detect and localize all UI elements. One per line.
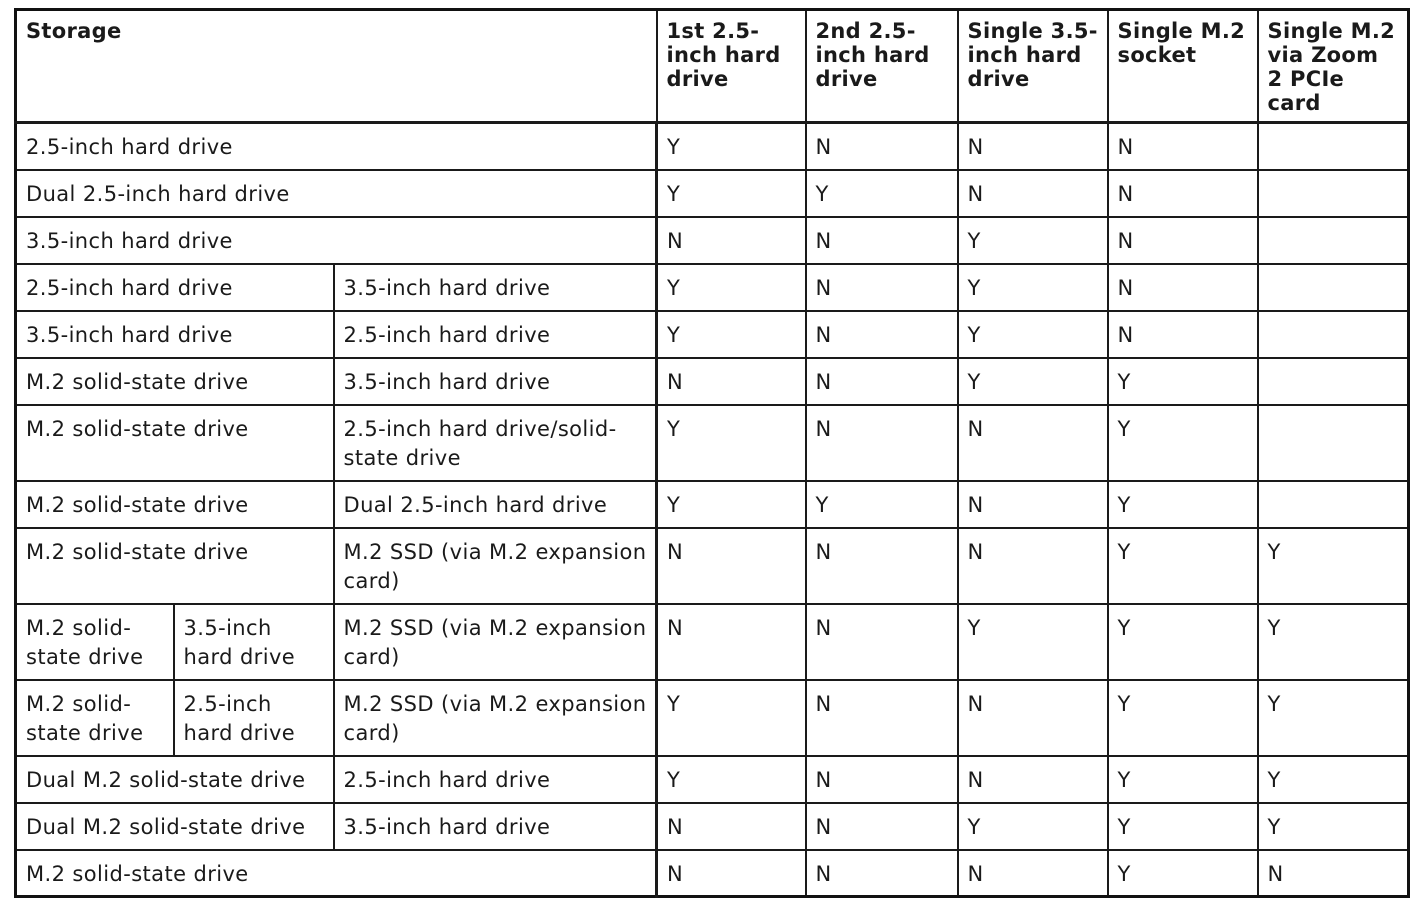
first-25-value: N [657,803,806,850]
single-m2-zoom-value [1258,264,1409,311]
single-m2-value: N [1108,170,1258,217]
second-25-value: N [806,850,958,897]
single-35-value: Y [958,264,1108,311]
table-row [16,217,1409,264]
single-35-value: N [958,481,1108,528]
single-m2-value: Y [1108,604,1258,680]
first-25-value: Y [657,170,806,217]
first-25-value: Y [657,123,806,170]
first-25-value: Y [657,680,806,756]
header-second-25-drive: 2nd 2.5-inch hard drive [806,10,958,123]
first-25-value: N [657,850,806,897]
table-row [16,311,1409,358]
second-25-value: Y [806,481,958,528]
single-35-value: N [958,756,1108,803]
primary-storage-cell: Dual M.2 solid-state drive [16,756,334,803]
first-25-value: N [657,358,806,405]
single-35-value: N [958,170,1108,217]
first-25-value: Y [657,264,806,311]
single-m2-value: Y [1108,680,1258,756]
single-m2-zoom-value [1258,481,1409,528]
second-25-value: N [806,217,958,264]
single-35-value: N [958,850,1108,897]
tertiary-storage-cell: 2.5-inch hard drive [174,680,334,756]
first-25-value: N [657,604,806,680]
primary-storage-cell: M.2 solid-state drive [16,528,334,604]
single-35-value: Y [958,803,1108,850]
primary-storage-cell: M.2 solid-state drive [16,604,174,680]
single-m2-zoom-value: N [1258,850,1409,897]
single-35-value: N [958,680,1108,756]
second-25-value: N [806,803,958,850]
table-row [16,803,1409,850]
single-m2-value: N [1108,123,1258,170]
table-row [16,264,1409,311]
single-35-value: N [958,528,1108,604]
single-m2-value: Y [1108,481,1258,528]
single-m2-zoom-value [1258,358,1409,405]
second-25-value: N [806,405,958,481]
primary-storage-cell: M.2 solid-state drive [16,680,174,756]
primary-storage-cell: 3.5-inch hard drive [16,311,334,358]
table-row [16,528,1409,604]
header-single-m2-zoom-card: Single M.2 via Zoom 2 PCIe card [1258,10,1409,123]
second-25-value: N [806,604,958,680]
header-first-25-drive: 1st 2.5-inch hard drive [657,10,806,123]
second-25-value: N [806,358,958,405]
table-row [16,481,1409,528]
single-m2-value: Y [1108,803,1258,850]
first-25-value: Y [657,405,806,481]
secondary-storage-cell: 3.5-inch hard drive [334,264,657,311]
header-row [16,10,1409,123]
single-35-value: Y [958,311,1108,358]
second-25-value: N [806,528,958,604]
single-m2-zoom-value [1258,170,1409,217]
single-m2-zoom-value: Y [1258,680,1409,756]
secondary-storage-cell: 3.5-inch hard drive [334,358,657,405]
single-35-value: Y [958,358,1108,405]
single-m2-zoom-value: Y [1258,756,1409,803]
table-row [16,604,1409,680]
secondary-storage-cell: M.2 SSD (via M.2 expansion card) [334,528,657,604]
single-35-value: N [958,123,1108,170]
first-25-value: N [657,528,806,604]
single-m2-value: N [1108,264,1258,311]
single-m2-zoom-value [1258,123,1409,170]
first-25-value: N [657,217,806,264]
single-35-value: Y [958,604,1108,680]
secondary-storage-cell: Dual 2.5-inch hard drive [334,481,657,528]
primary-storage-cell: Dual M.2 solid-state drive [16,803,334,850]
primary-storage-cell: 2.5-inch hard drive [16,264,334,311]
header-single-m2-socket: Single M.2 socket [1108,10,1258,123]
single-m2-value: Y [1108,528,1258,604]
first-25-value: Y [657,756,806,803]
table-row [16,405,1409,481]
primary-storage-cell: M.2 solid-state drive [16,405,334,481]
second-25-value: N [806,264,958,311]
table-row [16,756,1409,803]
table-row [16,123,1409,170]
single-m2-zoom-value: Y [1258,604,1409,680]
single-m2-value: Y [1108,756,1258,803]
second-25-value: N [806,311,958,358]
second-25-value: N [806,680,958,756]
secondary-storage-cell: M.2 SSD (via M.2 expansion card) [334,604,657,680]
single-m2-zoom-value: Y [1258,803,1409,850]
single-m2-value: N [1108,311,1258,358]
table-row [16,358,1409,405]
header-storage: Storage [16,10,657,123]
secondary-storage-cell: M.2 SSD (via M.2 expansion card) [334,680,657,756]
second-25-value: N [806,756,958,803]
single-m2-zoom-value [1258,217,1409,264]
storage-configuration-table [14,8,1410,898]
secondary-storage-cell: 3.5-inch hard drive [334,803,657,850]
header-single-35-drive: Single 3.5-inch hard drive [958,10,1108,123]
secondary-storage-cell: 2.5-inch hard drive [334,756,657,803]
primary-storage-cell: M.2 solid-state drive [16,481,334,528]
table-row [16,170,1409,217]
storage-config-cell: 3.5-inch hard drive [16,217,657,264]
secondary-storage-cell: 2.5-inch hard drive/solid-state drive [334,405,657,481]
first-25-value: Y [657,311,806,358]
tertiary-storage-cell: 3.5-inch hard drive [174,604,334,680]
primary-storage-cell: M.2 solid-state drive [16,358,334,405]
second-25-value: Y [806,170,958,217]
single-35-value: Y [958,217,1108,264]
single-m2-zoom-value: Y [1258,528,1409,604]
single-m2-value: N [1108,217,1258,264]
single-m2-value: Y [1108,405,1258,481]
second-25-value: N [806,123,958,170]
single-m2-zoom-value [1258,311,1409,358]
table-row [16,850,1409,897]
secondary-storage-cell: 2.5-inch hard drive [334,311,657,358]
storage-config-cell: M.2 solid-state drive [16,850,657,897]
single-m2-value: Y [1108,850,1258,897]
single-m2-value: Y [1108,358,1258,405]
storage-config-cell: 2.5-inch hard drive [16,123,657,170]
single-35-value: N [958,405,1108,481]
single-m2-zoom-value [1258,405,1409,481]
first-25-value: Y [657,481,806,528]
table-row [16,680,1409,756]
storage-config-cell: Dual 2.5-inch hard drive [16,170,657,217]
